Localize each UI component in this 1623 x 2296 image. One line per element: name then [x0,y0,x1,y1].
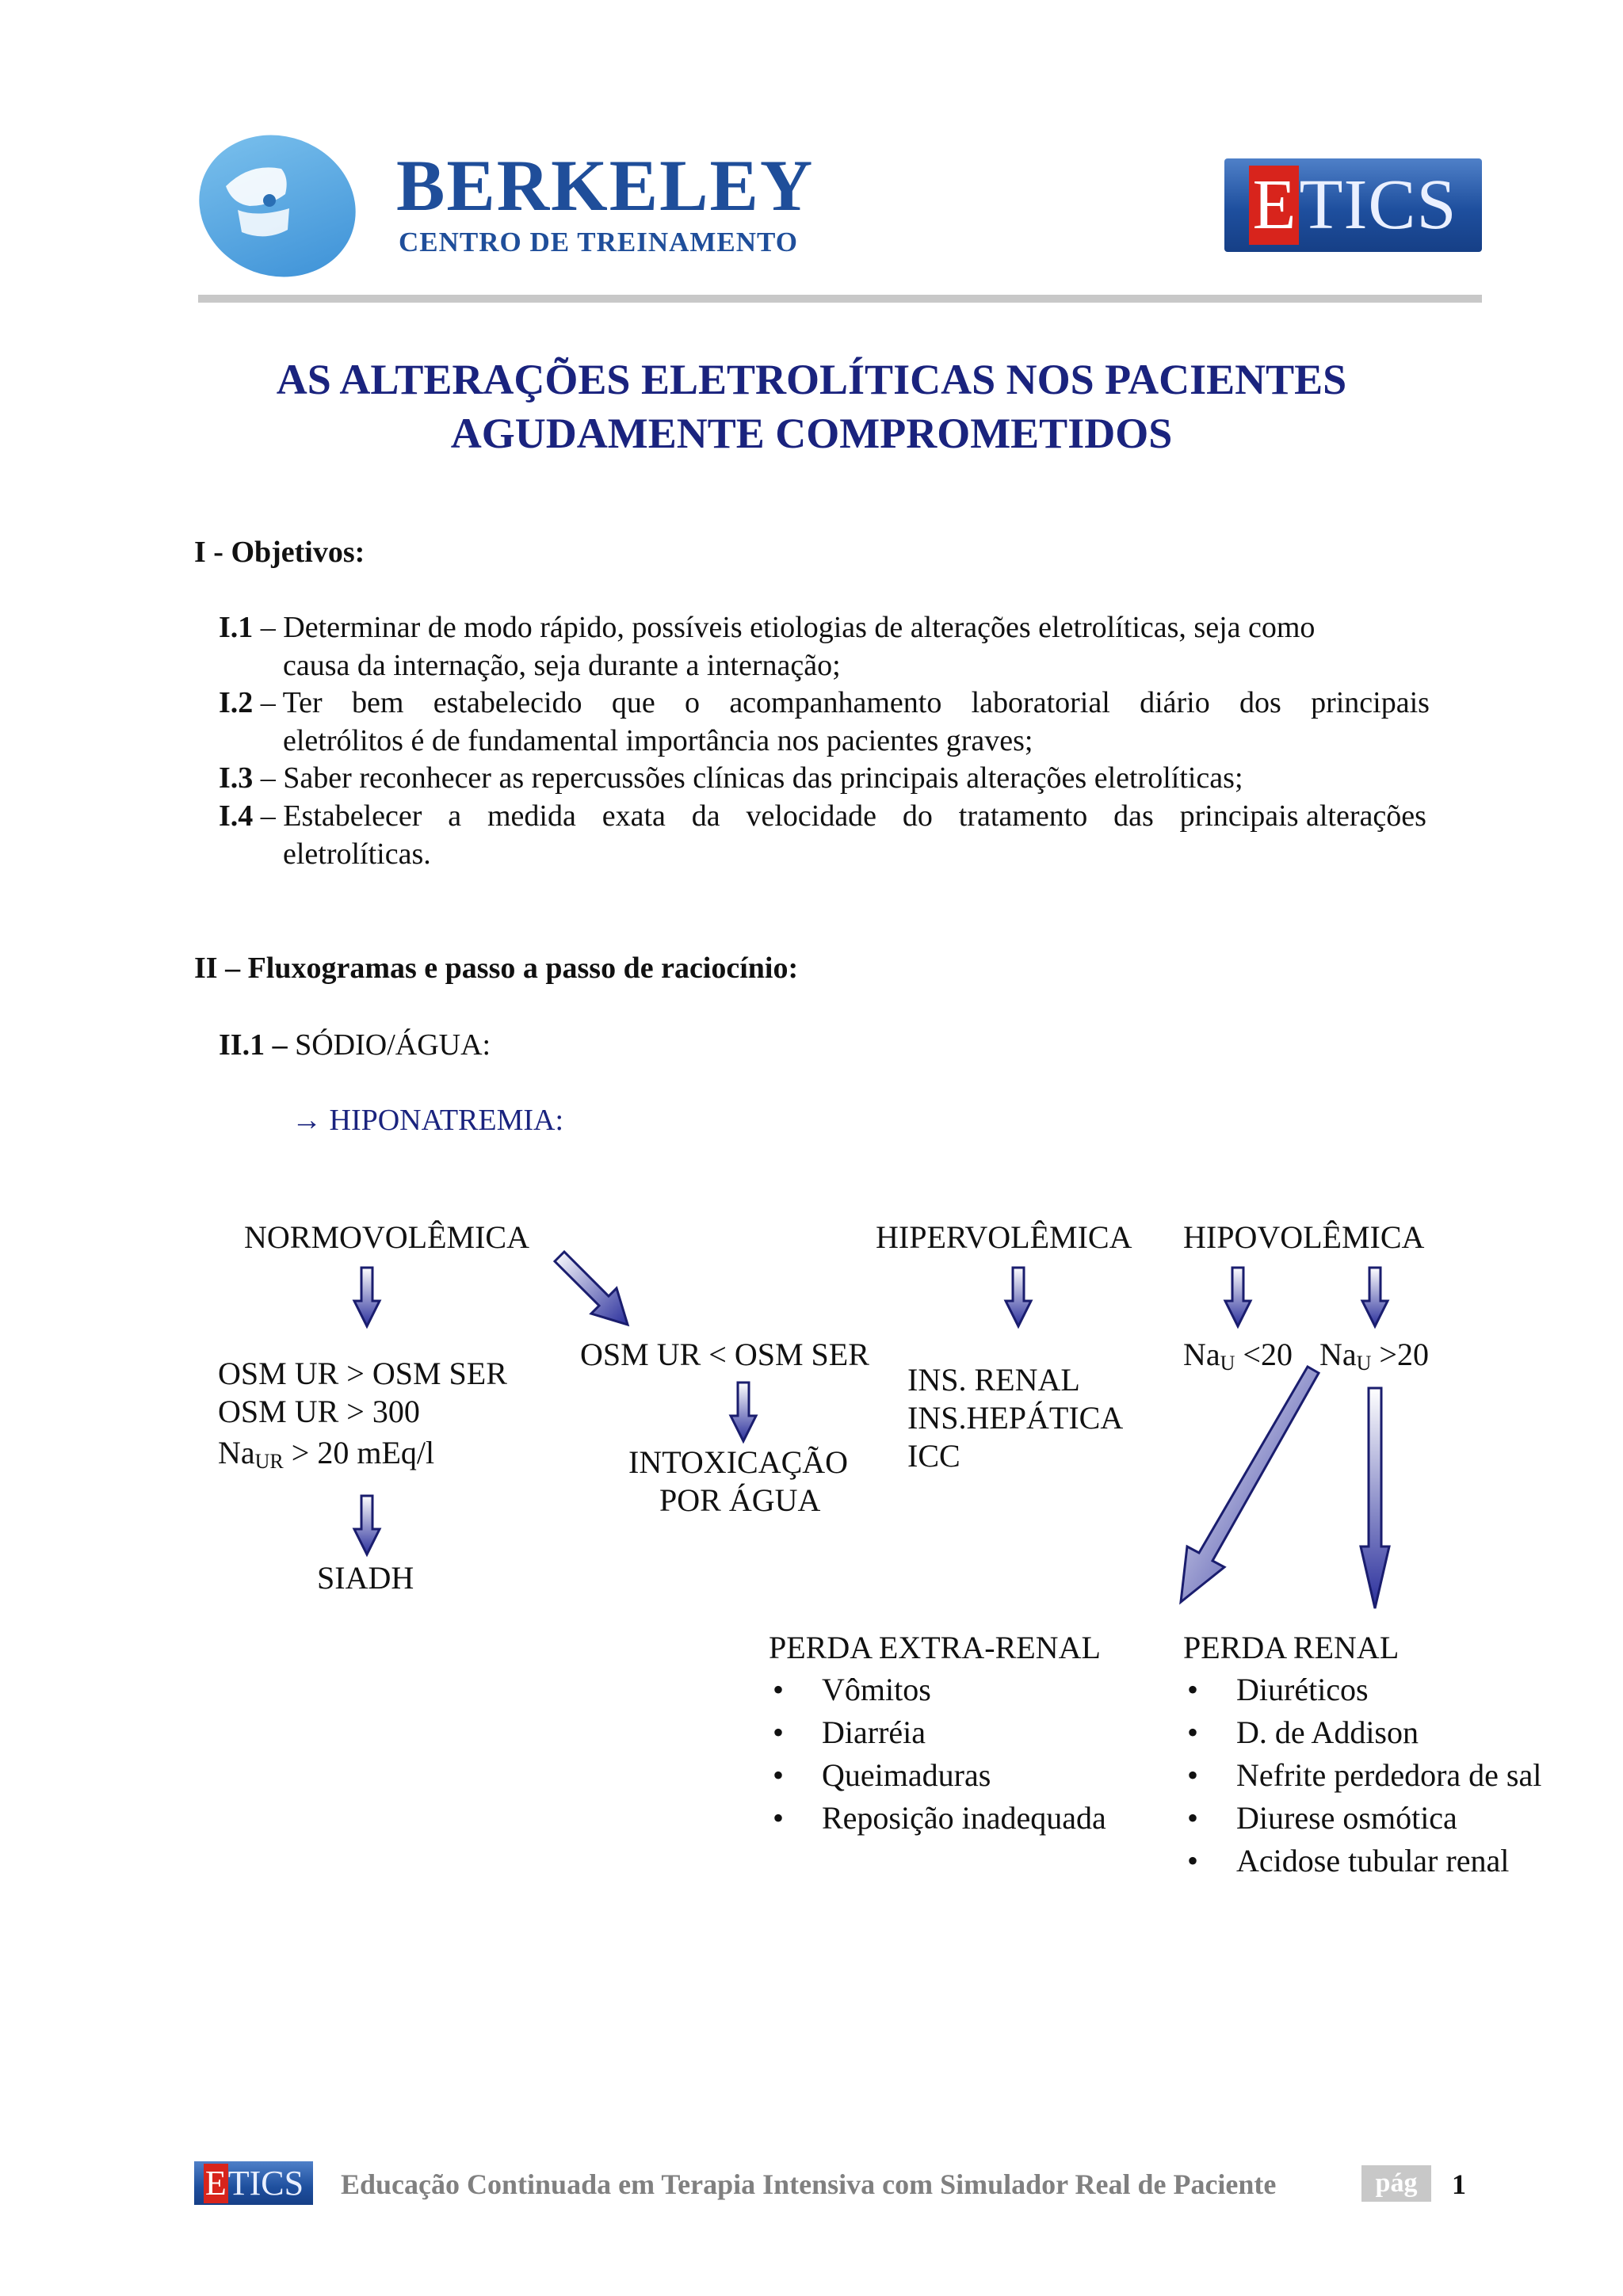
objective-1-dash: – [253,611,284,644]
objective-2-word: estabelecido [433,686,582,719]
objective-3-text: Saber reconhecer as repercussões clínicas das principais alterações eletrolíticas; [283,761,1243,795]
objective-2-line-2: eletrólitos é de fundamental importância nos pacientes graves; [283,724,1033,757]
objective-2-word: Ter [282,686,323,719]
long-diagonal-arrow-icon [1181,1367,1319,1602]
objective-2-number: I.2 [219,686,254,719]
objective-4-word: medida [487,799,576,833]
na-ur-symbol: Na [218,1435,255,1470]
osm-ur-less-ser: OSM UR < OSM SER [580,1337,869,1372]
objective-3-dash: – [253,761,284,795]
normovolemica-label: NORMOVOLÊMICA [244,1219,529,1255]
perda-renal-list-clip [1183,1669,1595,1878]
diagonal-arrow-icon [555,1252,628,1325]
list-item: • Acidose tubular renal [1187,1840,1541,1882]
nau-symbol: Na [1183,1337,1220,1372]
icc-label: ICC [907,1438,960,1474]
down-arrow-icon [1006,1268,1031,1326]
ins-hepatica-label: INS.HEPÁTICA [907,1400,1124,1436]
perda-extra-renal-list [773,1669,1106,1840]
list-item: • Nefrite perdedora de sal [1187,1754,1541,1797]
nau-value: >20 [1371,1337,1429,1372]
long-down-arrow-icon [1361,1388,1389,1608]
brand-name: BERKELEY [396,145,815,226]
subsection-title: SÓDIO/ÁGUA: [287,1028,491,1062]
footer-page-number: 1 [1452,2168,1466,2200]
objective-2-word: acompanhamento [729,686,942,719]
brand-subtitle: CENTRO DE TREINAMENTO [399,227,798,257]
objective-3-number: I.3 [219,761,254,795]
objective-2-word: dos [1239,686,1281,719]
siadh-label: SIADH [317,1560,414,1596]
footer-etics-logo [194,2161,313,2205]
down-arrow-icon [1225,1268,1251,1326]
down-arrow-icon [354,1496,380,1554]
objective-2-word: o [685,686,701,719]
objective-1-line-2: causa da internação, seja durante a internação; [283,649,841,682]
objective-4-dash: – [253,799,284,833]
objective-4-word: principais alterações [1179,799,1426,833]
osm-ur-greater-ser: OSM UR > OSM SER [218,1356,507,1391]
por-agua-label: POR ÁGUA [659,1482,821,1518]
down-arrow-icon [731,1383,756,1441]
objective-4-word: tratamento [958,799,1088,833]
intoxicacao-label: INTOXICAÇÃO [628,1444,849,1480]
perda-renal-heading: PERDA RENAL [1183,1630,1400,1665]
nau-symbol: Na [1319,1337,1357,1372]
objective-4-word: velocidade [746,799,877,833]
hiponatremia-label: HIPONATREMIA: [322,1104,564,1137]
na-ur-greater-20 [218,1434,434,1474]
objective-4-word: das [1113,799,1154,833]
section-2-heading: II – Fluxogramas e passo a passo de raciocínio: [194,952,799,985]
nau-subscript: U [1220,1352,1235,1375]
section-1-heading: I - Objetivos: [194,536,365,569]
arrow-right-icon: → [292,1104,322,1137]
objective-4-word: a [448,799,462,833]
subsection-number: II.1 – [219,1028,288,1062]
footer-page-label: pág [1361,2165,1431,2202]
hipervolemica-label: HIPERVOLÊMICA [876,1219,1132,1255]
objective-2-word: principais [1311,686,1430,719]
list-item: • Diuréticos [1187,1669,1541,1711]
footer-logo-first-letter: E [204,2163,227,2203]
osm-ur-greater-300: OSM UR > 300 [218,1394,420,1429]
list-item: • D. de Addison [1187,1711,1541,1754]
document-title-line-2: AGUDAMENTE COMPROMETIDOS [450,410,1173,457]
nau-less-20 [1183,1336,1293,1375]
list-item: • Diarréia [773,1711,1106,1754]
document-title-line-1: AS ALTERAÇÕES ELETROLÍTICAS NOS PACIENTES [276,356,1347,403]
objective-4-line-2: eletrolíticas. [283,837,431,871]
objective-4-word: da [691,799,720,833]
list-item: • Diurese osmótica [1187,1797,1541,1840]
objective-4-word: exata [601,799,666,833]
nau-greater-20 [1319,1336,1429,1375]
footer-text: Educação Continuada em Terapia Intensiva com Simulador Real de Paciente [341,2168,1277,2200]
etics-logo-first-letter: E [1249,166,1299,245]
ins-renal-label: INS. RENAL [907,1362,1080,1398]
objective-2-word: diário [1140,686,1210,719]
hipovolemica-label: HIPOVOLÊMICA [1183,1219,1425,1255]
nau-subscript: U [1356,1352,1372,1375]
down-arrow-icon [1362,1268,1388,1326]
list-item: • Vômitos [773,1669,1106,1711]
footer-logo-rest: TICS [227,2163,304,2203]
perda-renal-list [1187,1669,1541,1882]
objective-2-dash: – [253,686,283,719]
objective-4-number: I.4 [219,799,254,833]
nau-value: <20 [1235,1337,1293,1372]
down-arrow-icon [354,1268,380,1326]
objective-2-word: que [611,686,655,719]
perda-extra-renal-heading: PERDA EXTRA-RENAL [769,1630,1101,1665]
objective-4-word: Estabelecer [283,799,422,833]
list-item: • Queimaduras [773,1754,1106,1797]
objective-2-word: laboratorial [971,686,1110,719]
list-item: • Reposição inadequada [773,1797,1106,1840]
objective-1-number: I.1 [219,611,254,644]
objective-1-text: Determinar de modo rápido, possíveis etiologias de alterações eletrolíticas, seja como [283,611,1316,644]
na-ur-value: > 20 mEq/l [283,1435,435,1470]
na-ur-subscript: UR [254,1450,284,1473]
etics-logo-rest: TICS [1299,166,1457,244]
objective-4-word: do [902,799,933,833]
objective-2-word: bem [352,686,404,719]
